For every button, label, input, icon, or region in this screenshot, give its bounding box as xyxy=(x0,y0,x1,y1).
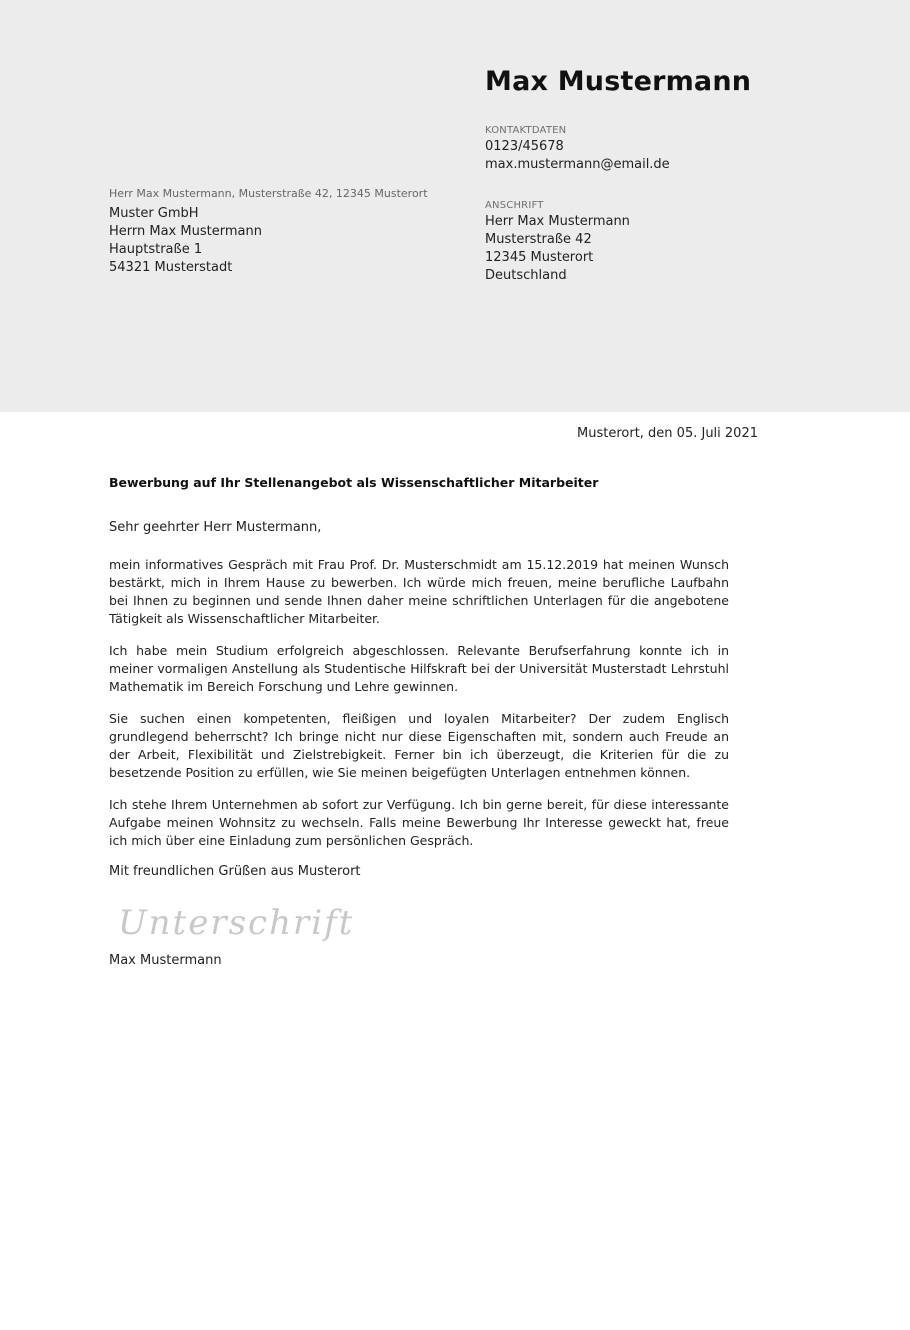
contact-label: KONTAKTDATEN xyxy=(485,125,567,136)
body-paragraph: Sie suchen einen kompetenten, fleißigen und loyalen Mitarbeiter? Der zudem Englisch grundlegend beherrscht? Ich bringe nicht nur diese Eigenschaften mit, sondern auch Freude an der Arbeit, Flexibilität und Zielstrebigkeit. Ferner bin ich überzeugt, die Kriterien für die zu besetzende Position zu erfüllen, wie Sie meinen beigefügten Unterlagen entnehmen können. xyxy=(109,711,729,780)
letter-body xyxy=(109,556,729,864)
letter-closing: Mit freundlichen Grüßen aus Musterort xyxy=(109,864,361,879)
return-address: Herr Max Mustermann, Musterstraße 42, 12345 Musterort xyxy=(109,187,428,200)
letter-date: Musterort, den 05. Juli 2021 xyxy=(577,426,758,441)
signature-image xyxy=(112,898,352,952)
sender-address-line: Musterstraße 42 xyxy=(485,232,592,247)
sender-email: max.mustermann@email.de xyxy=(485,157,670,172)
body-paragraph: mein informatives Gespräch mit Frau Prof. Dr. Musterschmidt am 15.12.2019 hat meinen Wunsch bestärkt, mich in Ihrem Hause zu bewerben. Ich würde mich freuen, meine berufliche Laufbahn bei Ihnen zu beginnen und sende Ihnen daher meine schriftlichen Unterlagen für die angebotene Tätigkeit als Wissenschaftlicher Mitarbeiter. xyxy=(109,557,729,626)
recipient-line: Hauptstraße 1 xyxy=(109,242,203,257)
body-paragraph: Ich habe mein Studium erfolgreich abgeschlossen. Relevante Berufserfahrung konnte ich in meiner vormaligen Anstellung als Studentische Hilfskraft bei der Universität Musterstadt Lehrstuhl Mathematik im Bereich Forschung und Lehre gewinnen. xyxy=(109,643,729,694)
letter-subject: Bewerbung auf Ihr Stellenangebot als Wissenschaftlicher Mitarbeiter xyxy=(109,475,599,490)
recipient-line: Herrn Max Mustermann xyxy=(109,224,262,239)
signature-text: Unterschrift xyxy=(118,903,352,943)
recipient-address-block xyxy=(109,205,262,277)
signer-name: Max Mustermann xyxy=(109,953,222,968)
address-label: ANSCHRIFT xyxy=(485,200,544,211)
sender-address-line: 12345 Musterort xyxy=(485,250,594,265)
letter-greeting: Sehr geehrter Herr Mustermann, xyxy=(109,520,322,535)
sender-phone: 0123/45678 xyxy=(485,139,564,154)
body-paragraph: Ich stehe Ihrem Unternehmen ab sofort zur Verfügung. Ich bin gerne bereit, für diese interessante Aufgabe meinen Wohnsitz zu wechseln. Falls meine Bewerbung Ihr Interesse geweckt hat, freue ich mich über eine Einladung zum persönlichen Gespräch. xyxy=(109,797,729,848)
sender-address-block xyxy=(485,199,630,285)
sender-name: Max Mustermann xyxy=(485,66,752,97)
recipient-line: 54321 Musterstadt xyxy=(109,260,233,275)
sender-address-line: Herr Max Mustermann xyxy=(485,214,630,229)
contact-block xyxy=(485,124,670,174)
signature-svg xyxy=(112,898,352,948)
recipient-line: Muster GmbH xyxy=(109,206,199,221)
sender-address-line: Deutschland xyxy=(485,268,567,283)
